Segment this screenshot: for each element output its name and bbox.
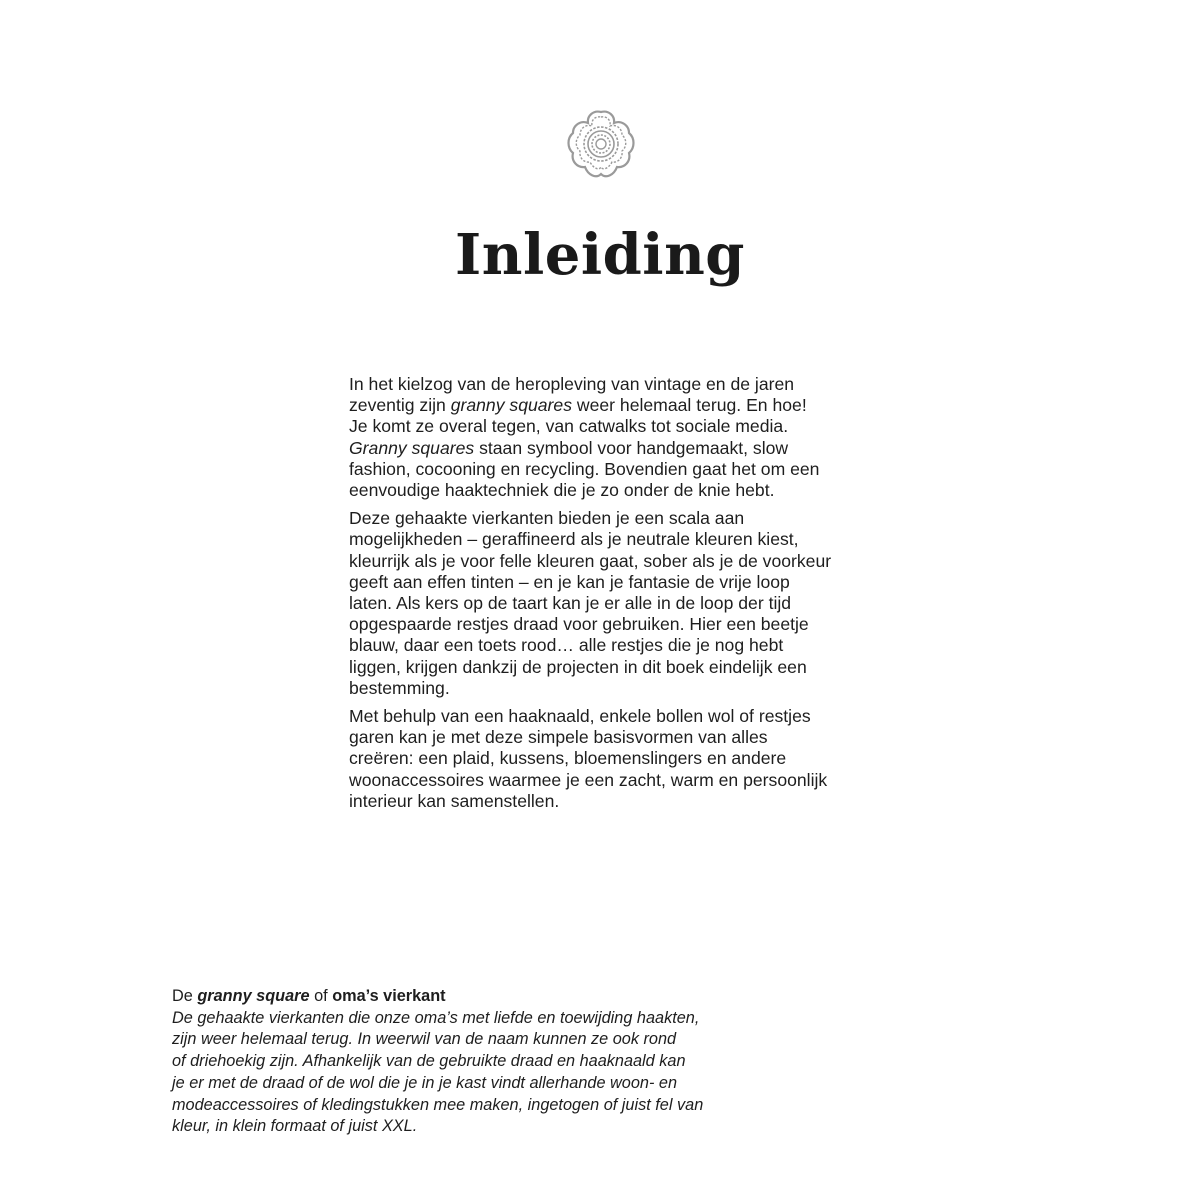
text-line: opgespaarde restjes draad voor gebruiken. Hier een beetje [349,614,809,635]
intro-paragraph [349,374,859,501]
emphasis: granny squares [450,395,572,416]
intro-text [349,374,859,819]
text-line: Je komt ze overal tegen, van catwalks tot sociale media. [349,416,789,437]
text-line: blauw, daar een toets rood… alle restjes die je nog hebt [349,635,784,656]
text-line: fashion, cocooning en recycling. Bovendien gaat het om een [349,458,820,479]
note-line: of driehoekig zijn. Afhankelijk van de gebruikte draad en haaknaald kan [172,1052,686,1071]
text-line: zeventig zijn granny squares weer helemaal terug. En hoe! [349,395,807,416]
page-title: Inleiding [455,222,745,288]
text-line: interieur kan samenstellen. [349,790,560,811]
text-line: creëren: een plaid, kussens, bloemenslingers en andere [349,748,787,769]
note-line: De gehaakte vierkanten die onze oma’s met liefde en toewijding haakten, [172,1008,700,1027]
note-line: zijn weer helemaal terug. In weerwil van de naam kunnen ze ook rond [172,1030,677,1049]
text-line: Granny squares staan symbool voor handgemaakt, slow [349,437,789,458]
crochet-flower-icon [565,108,637,184]
text-line: mogelijkheden – geraffineerd als je neutrale kleuren kiest, [349,529,799,550]
text-line: woonaccessoires waarmee je een zacht, warm en persoonlijk [349,769,828,790]
sidebar-note-body [172,1008,792,1138]
heading-term: granny square [197,987,310,1005]
sidebar-note [172,986,792,1138]
text-line: Met behulp van een haaknaald, enkele bollen wol of restjes [349,706,811,727]
text-line: Deze gehaakte vierkanten bieden je een scala aan [349,508,745,529]
text-line: geeft aan effen tinten – en je kan je fantasie de vrije loop [349,571,790,592]
sidebar-note-heading [172,986,792,1008]
heading-middle: of [309,987,333,1005]
note-line: kleur, in klein formaat of juist XXL. [172,1117,418,1136]
text-line: kleurrijk als je voor felle kleuren gaat, sober als je de voorkeur [349,550,832,571]
text-line: laten. Als kers op de taart kan je er alle in de loop der tijd [349,593,792,614]
emphasis: Granny squares [349,437,475,458]
intro-paragraph [349,508,859,699]
heading-translation: oma’s vierkant [332,987,446,1005]
text-line: liggen, krijgen dankzij de projecten in dit boek eindelijk een [349,656,807,677]
intro-paragraph [349,706,859,812]
text-line: eenvoudige haaktechniek die je zo onder de knie hebt. [349,480,775,501]
heading-prefix: De [172,987,198,1005]
note-line: je er met de draad of de wol die je in je kast vindt allerhande woon- en [172,1073,678,1092]
text-line: bestemming. [349,677,450,698]
note-line: modeaccessoires of kledingstukken mee maken, ingetogen of juist fel van [172,1095,704,1114]
text-line: garen kan je met deze simpele basisvormen van alles [349,727,768,748]
text-line: In het kielzog van de heropleving van vintage en de jaren [349,374,795,394]
